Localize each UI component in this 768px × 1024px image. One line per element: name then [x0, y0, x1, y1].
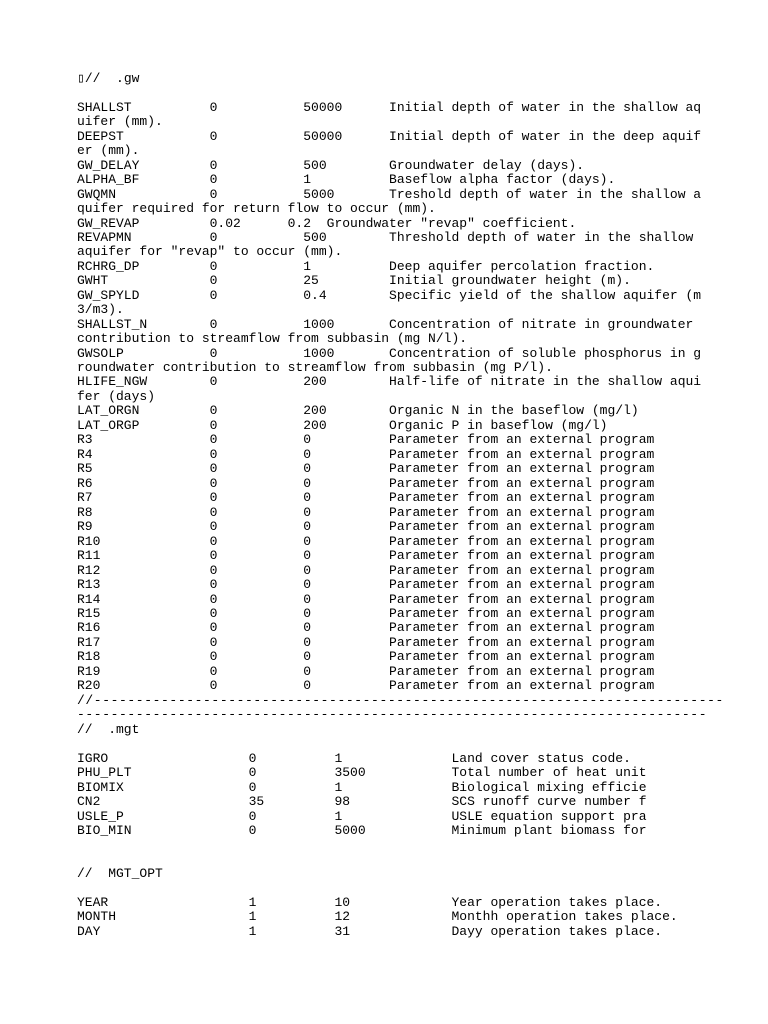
- text-line: GWSOLP 0 1000 Concentration of soluble phosphorus in g: [77, 346, 702, 361]
- mgt-section-header: // .mgt: [77, 722, 140, 737]
- text-line: R11 0 0 Parameter from an external program: [77, 548, 655, 563]
- text-line: R9 0 0 Parameter from an external program: [77, 519, 655, 534]
- text-line: er (mm).: [77, 143, 140, 158]
- text-line: SHALLST_N 0 1000 Concentration of nitrate in groundwater: [77, 317, 694, 332]
- text-line: GW_SPYLD 0 0.4 Specific yield of the shallow aquifer (m: [77, 288, 702, 303]
- text-line: YEAR 1 10 Year operation takes place.: [77, 895, 663, 910]
- gw-section-header: ▯// .gw: [77, 71, 140, 86]
- text-line: USLE_P 0 1 USLE equation support pra: [77, 809, 647, 824]
- text-line: DEEPST 0 50000 Initial depth of water in the deep aquif: [77, 129, 702, 144]
- text-line: PHU_PLT 0 3500 Total number of heat unit: [77, 765, 647, 780]
- text-line: uifer (mm).: [77, 114, 163, 129]
- text-line: R4 0 0 Parameter from an external program: [77, 447, 655, 462]
- text-line: quifer required for return flow to occur (mm).: [77, 201, 436, 216]
- text-line: R19 0 0 Parameter from an external program: [77, 664, 655, 679]
- text-line: R3 0 0 Parameter from an external program: [77, 432, 655, 447]
- text-line: roundwater contribution to streamflow from subbasin (mg P/l).: [77, 360, 553, 375]
- text-line: R18 0 0 Parameter from an external program: [77, 649, 655, 664]
- text-line: R6 0 0 Parameter from an external program: [77, 476, 655, 491]
- text-line: LAT_ORGN 0 200 Organic N in the baseflow (mg/l): [77, 403, 639, 418]
- text-line: R16 0 0 Parameter from an external program: [77, 620, 655, 635]
- separator-line: ---------------------------------------------------------------------------: [77, 707, 708, 722]
- text-line: GWHT 0 25 Initial groundwater height (m).: [77, 273, 631, 288]
- mgt-opt-section-header: // MGT_OPT: [77, 866, 163, 881]
- text-line: R14 0 0 Parameter from an external program: [77, 592, 655, 607]
- text-line: DAY 1 31 Dayy operation takes place.: [77, 924, 663, 939]
- text-line: R7 0 0 Parameter from an external program: [77, 490, 655, 505]
- text-line: HLIFE_NGW 0 200 Half-life of nitrate in the shallow aqui: [77, 374, 702, 389]
- text-line: BIO_MIN 0 5000 Minimum plant biomass for: [77, 823, 647, 838]
- text-line: MONTH 1 12 Monthh operation takes place.: [77, 909, 678, 924]
- text-line: fer (days): [77, 389, 156, 404]
- text-line: aquifer for "revap" to occur (mm).: [77, 244, 343, 259]
- text-line: BIOMIX 0 1 Biological mixing efficie: [77, 780, 647, 795]
- text-line: IGRO 0 1 Land cover status code.: [77, 751, 631, 766]
- text-line: R13 0 0 Parameter from an external program: [77, 577, 655, 592]
- text-line: GW_REVAP 0.02 0.2 Groundwater "revap" coefficient.: [77, 216, 577, 231]
- text-line: GW_DELAY 0 500 Groundwater delay (days).: [77, 158, 585, 173]
- text-line: R12 0 0 Parameter from an external program: [77, 563, 655, 578]
- text-line: R15 0 0 Parameter from an external program: [77, 606, 655, 621]
- text-line: CN2 35 98 SCS runoff curve number f: [77, 794, 647, 809]
- text-line: R17 0 0 Parameter from an external program: [77, 635, 655, 650]
- text-line: R5 0 0 Parameter from an external program: [77, 461, 655, 476]
- text-line: R10 0 0 Parameter from an external program: [77, 534, 655, 549]
- text-line: R8 0 0 Parameter from an external program: [77, 505, 655, 520]
- text-line: ALPHA_BF 0 1 Baseflow alpha factor (days).: [77, 172, 616, 187]
- text-line: R20 0 0 Parameter from an external program: [77, 678, 655, 693]
- text-line: RCHRG_DP 0 1 Deep aquifer percolation fraction.: [77, 259, 655, 274]
- text-line: REVAPMN 0 500 Threshold depth of water in the shallow: [77, 230, 694, 245]
- text-line: LAT_ORGP 0 200 Organic P in baseflow (mg/l): [77, 418, 608, 433]
- separator-line: //---------------------------------------------------------------------------: [77, 693, 724, 708]
- text-line: GWQMN 0 5000 Treshold depth of water in the shallow a: [77, 187, 702, 202]
- text-line: 3/m3).: [77, 302, 124, 317]
- text-line: contribution to streamflow from subbasin (mg N/l).: [77, 331, 468, 346]
- text-line: SHALLST 0 50000 Initial depth of water in the shallow aq: [77, 100, 702, 115]
